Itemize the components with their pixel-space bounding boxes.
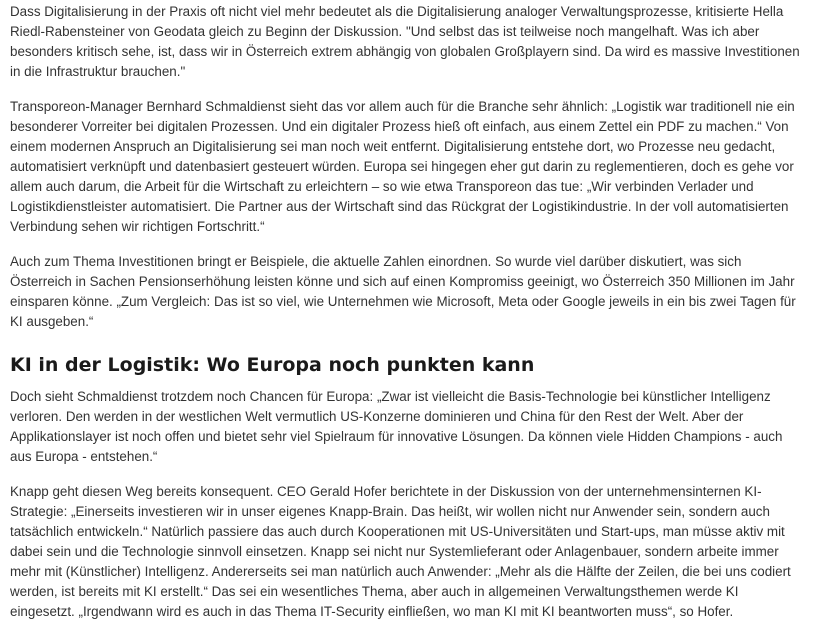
paragraph-digitalisierung-kritik: Dass Digitalisierung in der Praxis oft nicht viel mehr bedeutet als die Digitalisierung analoger Verwaltungsprozesse, kritisierte Hella Riedl-Rabensteiner von Geodata gleich zu Beginn der Diskussion. "Und selbst das ist teilweise noch mangelhaft. Was ich aber besonders kritisch sehe, ist, dass wir in Österreich extrem abhängig von globalen Großplayern sind. Da wird es massive Investitionen in die Infrastruktur brauchen." <box>10 4 800 79</box>
paragraph-knapp-ki-strategie: Knapp geht diesen Weg bereits konsequent. CEO Gerald Hofer berichtete in der Diskussion von der unternehmensinternen KI-Strategie: „Einerseits investieren wir in unser eigenes Knapp-Brain. Das heißt, wir wollen nicht nur Anwender sein, sondern auch tatsächlich entwickeln.“ Natürlich passiere das auch durch Kooperationen mit US-Universitäten und Start-ups, man müsse aktiv mit dabei sein und die Technologie sinnvoll einsetzen. Knapp sei nicht nur Systemlieferant oder Anlagenbauer, sondern arbeite immer mehr mit (Künstlicher) Intelligenz. Andererseits sei man natürlich auch Anwender: „Mehr als die Hälfte der Zeilen, die bei uns codiert werden, ist bereits mit KI erstellt.“ Das sei ein wesentliches Thema, aber auch in allgemeinen Verwaltungsthemen werde KI eingesetzt. „Irgendwann wird es auch in das Thema IT-Security einfließen, wo man KI mit KI beantworten muss“, so Hofer. <box>10 484 791 619</box>
paragraph-chancen-europa: Doch sieht Schmaldienst trotzdem noch Chancen für Europa: „Zwar ist vielleicht die Basis-Technologie bei künstlicher Intelligenz verloren. Den werden in der westlichen Welt vermutlich US-Konzerne dominieren und China für den Rest der Welt. Aber der Applikationslayer ist noch offen und bietet sehr viel Spielraum für innovative Lösungen. Da können viele Hidden Champions - auch aus Europa - entstehen.“ <box>10 389 783 464</box>
article-body <box>10 2 805 637</box>
section-heading: KI in der Logistik: Wo Europa noch punkten kann <box>10 354 535 376</box>
paragraph-schmaldienst-logistik: Transporeon-Manager Bernhard Schmaldienst sieht das vor allem auch für die Branche sehr ähnlich: „Logistik war traditionell nie ein besonderer Vorreiter bei digitalen Prozessen. Und ein digitaler Prozess hieß oft einfach, aus einem Zettel ein PDF zu machen.“ Von einem modernen Anspruch an Digitalisierung sei man noch weit entfernt. Digitalisierung entstehe dort, wo Prozesse neu gedacht, automatisiert verknüpft und datenbasiert gesteuert würden. Europa sei hingegen eher gut darin zu reglementieren, doch es gehe vor allem auch darum, die Arbeit für die Wirtschaft zu erleichtern – so wie etwa Transporeon das tue: „Wir verbinden Verlader und Logistikdienstleister automatisiert. Die Partner aus der Wirtschaft sind das Rückgrat der Logistikindustrie. In der voll automatisierten Verbindung sehen wir richtigen Fortschritt.“ <box>10 99 795 234</box>
paragraph-investitionen: Auch zum Thema Investitionen bringt er Beispiele, die aktuelle Zahlen einordnen. So wurde viel darüber diskutiert, was sich Österreich in Sachen Pensionserhöhung leisten könne und sich auf einen Kompromiss geeinigt, wo Österreich 350 Millionen im Jahr einsparen könne. „Zum Vergleich: Das ist so viel, wie Unternehmen wie Microsoft, Meta oder Google jeweils in ein bis zwei Tagen für KI ausgeben.“ <box>10 254 796 329</box>
